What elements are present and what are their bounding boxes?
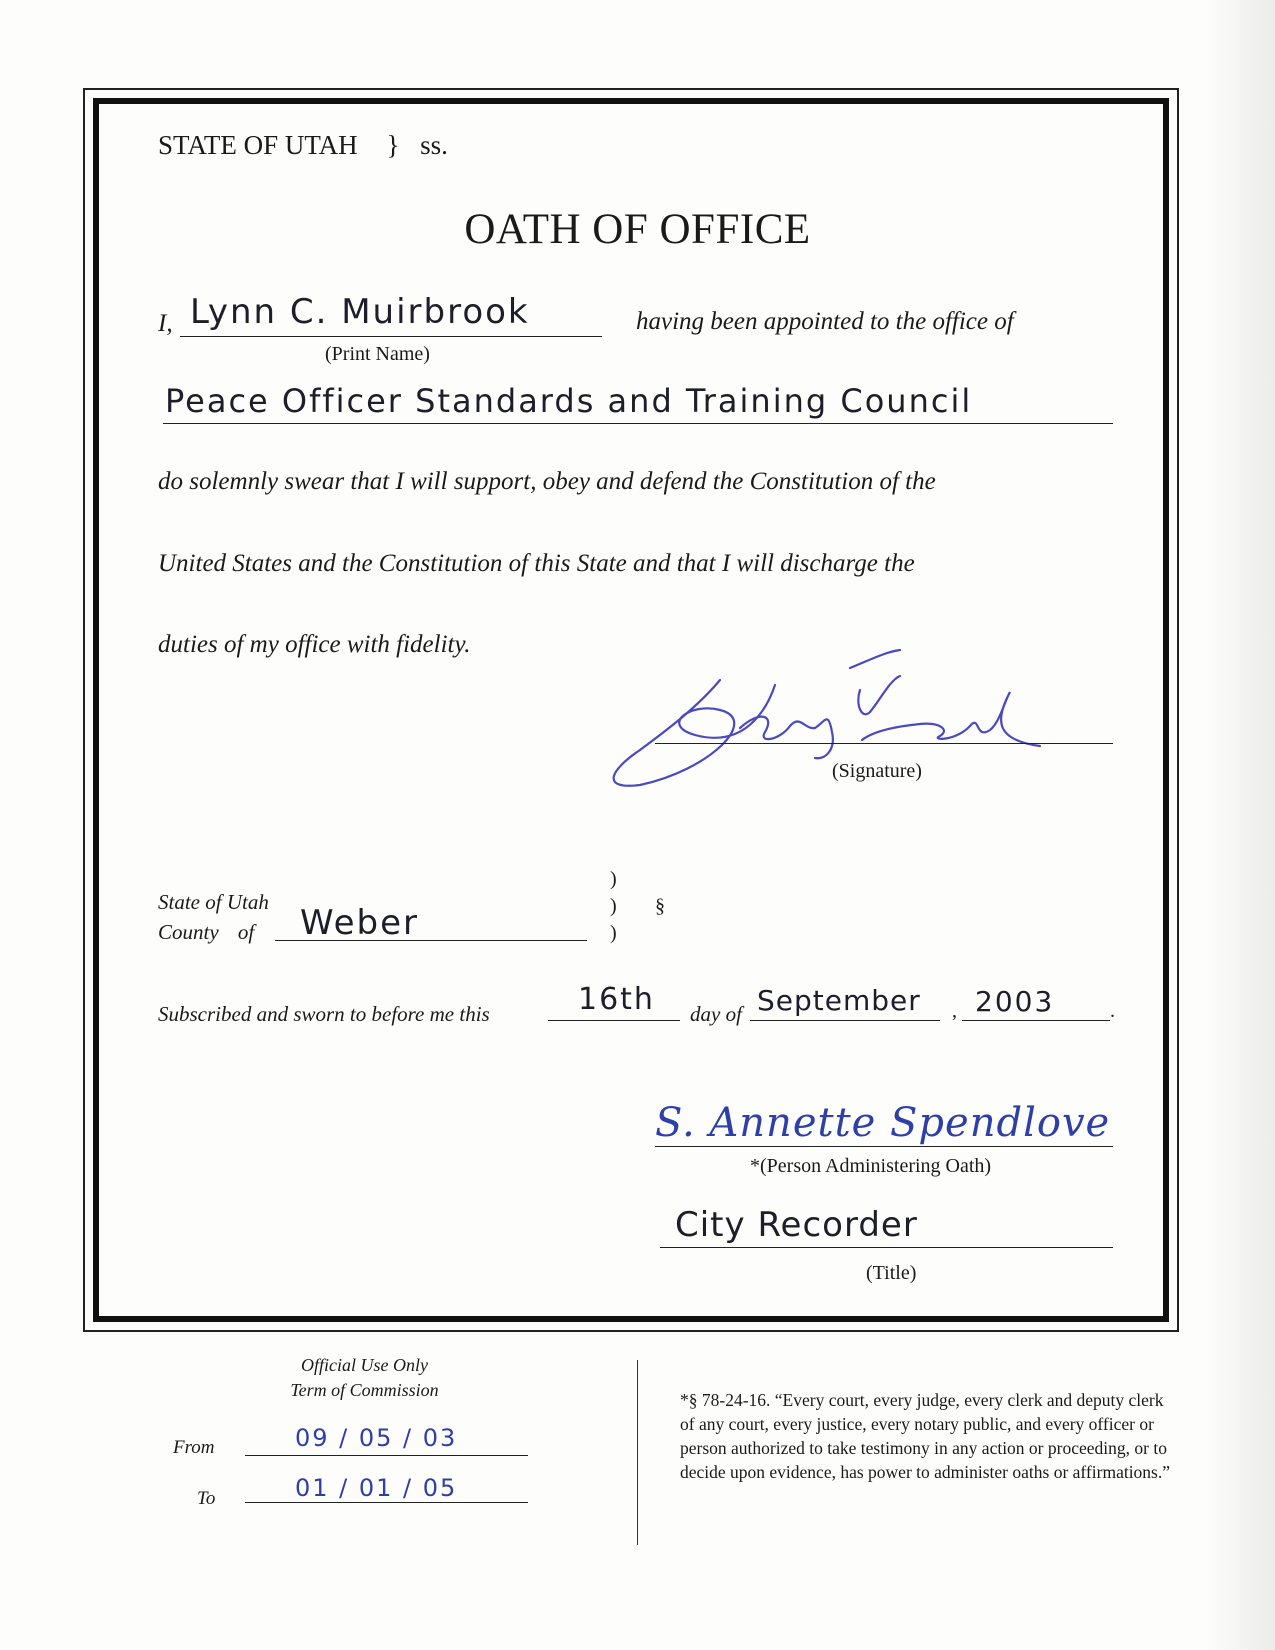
- office-name: Peace Officer Standards and Training Council: [165, 382, 973, 420]
- administrator-label: *(Person Administering Oath): [750, 1155, 992, 1177]
- brace: }: [386, 130, 400, 160]
- oath-text-line-3: duties of my office with fidelity.: [158, 631, 471, 658]
- administrator-title: City Recorder: [675, 1205, 918, 1245]
- month-line: [750, 1020, 940, 1021]
- county-label: County of: [158, 920, 255, 944]
- comma: ,: [952, 1000, 957, 1022]
- to-line: [245, 1502, 528, 1503]
- administrator-signature: S. Annette Spendlove: [655, 1100, 1111, 1146]
- i-label: I,: [158, 310, 173, 337]
- administrator-line: [655, 1146, 1113, 1147]
- day-line: [548, 1020, 680, 1021]
- day-value: 16th: [578, 982, 655, 1017]
- official-use-heading: Official Use Only: [301, 1355, 428, 1375]
- month-value: September: [757, 984, 921, 1017]
- county-line: [275, 940, 587, 941]
- to-label: To: [197, 1488, 216, 1509]
- statute-footnote: *§ 78-24-16. “Every court, every judge, every clerk and deputy clerk of any court, every justice, every notary public, and every officer or person authorized to take testimony in any action or proceeding, or to decide upon evidence, has power to administer oaths or affirmations.”: [680, 1390, 1171, 1482]
- state-of-utah-label: State of Utah: [158, 890, 269, 914]
- term-heading: Term of Commission: [290, 1380, 439, 1400]
- oath-text-line-1: do solemnly swear that I will support, obey and defend the Constitution of the: [158, 468, 936, 495]
- office-line: [163, 423, 1113, 424]
- title-label: (Title): [866, 1262, 917, 1284]
- document-title: OATH OF OFFICE: [464, 206, 811, 253]
- title-line: [660, 1247, 1113, 1248]
- ss-label: ss.: [420, 130, 448, 160]
- year-value: 2003: [975, 985, 1055, 1018]
- footer-divider: [637, 1360, 638, 1545]
- paren-1: ): [610, 868, 617, 890]
- from-value: 09 / 05 / 03: [295, 1424, 458, 1452]
- state-header: [158, 130, 448, 161]
- day-of-label: day of: [690, 1002, 742, 1026]
- from-label: From: [173, 1437, 215, 1458]
- paren-3: ): [610, 922, 617, 944]
- county-value: Weber: [300, 903, 420, 943]
- name-line: [180, 336, 602, 337]
- signature-label: (Signature): [832, 760, 922, 782]
- print-name-label: (Print Name): [325, 343, 430, 365]
- subscribed-prefix: Subscribed and sworn to before me this: [158, 1002, 490, 1026]
- signature-line: [655, 743, 1113, 744]
- year-line: [962, 1020, 1110, 1021]
- from-line: [245, 1455, 528, 1456]
- section-symbol: §: [655, 895, 665, 917]
- to-value: 01 / 01 / 05: [295, 1474, 458, 1502]
- period: .: [1110, 1000, 1115, 1022]
- appointed-text: having been appointed to the office of: [636, 308, 1014, 335]
- state-label: STATE OF UTAH: [158, 130, 358, 160]
- printed-name: Lynn C. Muirbrook: [190, 292, 530, 332]
- paren-2: ): [610, 895, 617, 917]
- oath-text-line-2: United States and the Constitution of this State and that I will discharge the: [158, 550, 915, 577]
